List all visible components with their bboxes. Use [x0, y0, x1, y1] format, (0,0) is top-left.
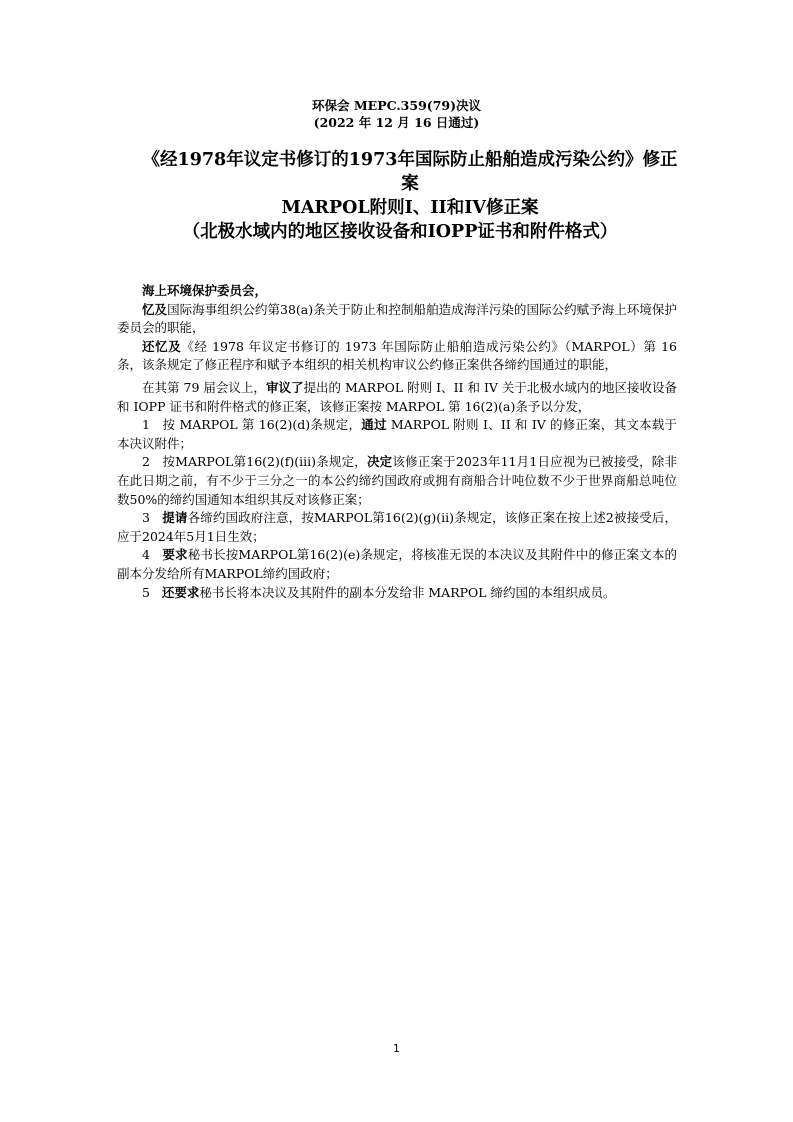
recital-recalling: 忆及国际海事组织公约第38(a)条关于防止和控制船舶造成海洋污染的国际公约赋予海上环境保护委员会的职能，: [117, 301, 677, 336]
document-title-annexes: MARPOL附则I、II和IV修正案: [281, 198, 539, 218]
operative-paragraph-5: 5 还要求秘书长将本决议及其附件的副本分发给非 MARPOL 缔约国的本组织成员。: [142, 584, 616, 600]
adoption-date: (2022 年 12 月 16 日通过): [313, 115, 480, 130]
document-title-subject: （北极水域内的地区接收设备和IOPP证书和附件格式）: [182, 222, 618, 242]
resolution-body: [117, 282, 677, 602]
document-title-main: 《经1978年议定书修订的1973年国际防止船舶造成污染公约》修正案: [142, 150, 678, 194]
recital-also-recalling: 还忆及《经 1978 年议定书修订的 1973 年国际防止船舶造成污染公约》（MARPOL）第 16 条，该条规定了修正程序和赋予本组织的相关机构审议公约修正案供各缔约国通过的职能，: [117, 338, 677, 373]
page-number: 1: [393, 1043, 400, 1055]
operative-paragraph-4: 4 要求秘书长按MARPOL第16(2)(e)条规定，将核准无误的本决议及其附件中的修正案文本的副本分发给所有MARPOL缔约国政府；: [117, 547, 677, 581]
operative-paragraph-3: 3 提请各缔约国政府注意，按MARPOL第16(2)(g)(ii)条规定，该修正案在按上述2被接受后，应于2024年5月1日生效；: [117, 510, 677, 544]
recital-having-considered: 在其第 79 届会议上，审议了提出的 MARPOL 附则 I、II 和 IV 关于北极水域内的地区接收设备和 IOPP 证书和附件格式的修正案，该修正案按 MARPOL 第 16(2)(a)条予以分发，: [117, 379, 677, 414]
operative-paragraph-1: 1 按 MARPOL 第 16(2)(d)条规定，通过 MARPOL 附则 I、II 和 IV 的修正案，其文本载于本决议附件；: [117, 417, 677, 451]
operative-paragraph-2: 2 按MARPOL第16(2)(f)(iii)条规定，决定该修正案于2023年11月1日应视为已被接受，除非在此日期之前，有不少于三分之一的本公约缔约国政府或拥有商船合计吨位数不少于世界商船总吨位数50%的缔约国通知本组织其反对该修正案；: [117, 454, 678, 507]
resolution-number: 环保会 MEPC.359(79)决议: [311, 98, 481, 113]
committee-line: 海上环境保护委员会，: [142, 283, 268, 298]
